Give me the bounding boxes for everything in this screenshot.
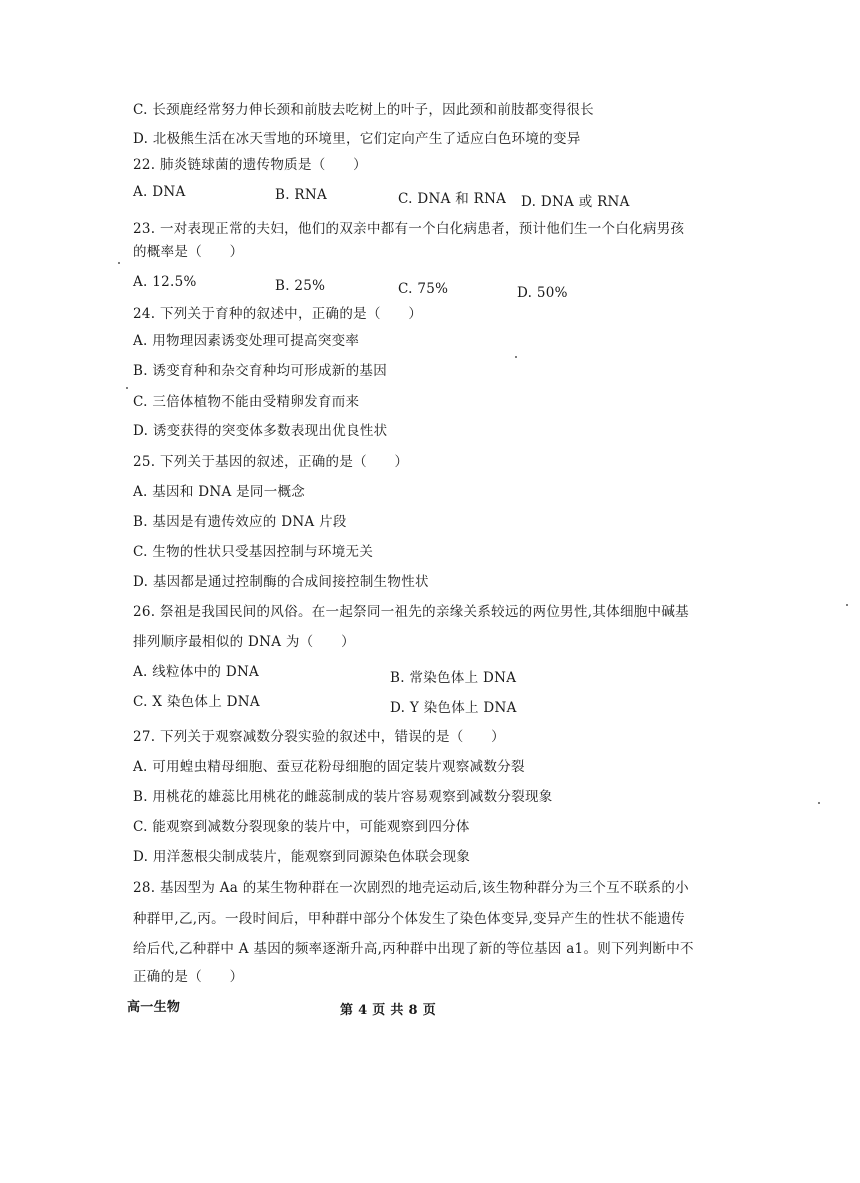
q26-option-d: D. Y 染色体上 DNA [390,700,517,716]
q26-option-a: A. 线粒体中的 DNA [133,664,260,680]
q23-stem-line1: 23. 一对表现正常的夫妇，他们的双亲中都有一个白化病患者，预计他们生一个白化病男孩 [133,221,685,237]
q25-option-c: C. 生物的性状只受基因控制与环境无关 [133,544,374,560]
q22-option-c: C. DNA 和 RNA [398,191,507,207]
q25-option-d: D. 基因都是通过控制酶的合成间接控制生物性状 [133,574,429,590]
q27-option-a: A. 可用蝗虫精母细胞、蚕豆花粉母细胞的固定装片观察减数分裂 [133,759,525,775]
scan-speck [846,604,848,606]
q24-option-d: D. 诱变获得的突变体多数表现出优良性状 [133,423,388,439]
q24-option-a: A. 用物理因素诱变处理可提高突变率 [133,333,360,349]
q28-stem-line1: 28. 基因型为 Aa 的某生物种群在一次剧烈的地壳运动后,该生物种群分为三个互不联系的小 [133,880,689,896]
q24-option-c: C. 三倍体植物不能由受精卵发育而来 [133,394,360,410]
q24-stem: 24. 下列关于育种的叙述中，正确的是（ ） [133,306,423,322]
q26-stem-line1: 26. 祭祖是我国民间的风俗。在一起祭同一祖先的亲缘关系较远的两位男性,其体细胞中碱基 [133,604,689,620]
q22-option-a: A. DNA [133,184,186,200]
q23-stem-line2: 的概率是（ ） [133,244,244,260]
q22-option-d: D. DNA 或 RNA [521,194,630,210]
q25-stem: 25. 下列关于基因的叙述，正确的是（ ） [133,454,409,470]
q23-option-d: D. 50% [517,285,568,301]
q21-option-c: C. 长颈鹿经常努力伸长颈和前肢去吃树上的叶子，因此颈和前肢都变得很长 [133,102,594,118]
q26-option-c: C. X 染色体上 DNA [133,694,260,710]
q27-option-c: C. 能观察到减数分裂现象的装片中，可能观察到四分体 [133,819,470,835]
footer-page-number: 第 4 页 共 8 页 [340,1003,437,1018]
q25-option-b: B. 基因是有遗传效应的 DNA 片段 [133,514,347,530]
q28-stem-line3: 给后代,乙种群中 A 基因的频率逐渐升高,丙种群中出现了新的等位基因 a1。则下列判断中不 [133,941,694,957]
q28-stem-line4: 正确的是（ ） [133,969,244,985]
q27-option-b: B. 用桃花的雄蕊比用桃花的雌蕊制成的装片容易观察到减数分裂现象 [133,789,553,805]
scan-speck [515,356,517,358]
q26-stem-line2: 排列顺序最相似的 DNA 为（ ） [133,634,355,650]
q26-option-b: B. 常染色体上 DNA [390,670,517,686]
q21-option-d: D. 北极熊生活在冰天雪地的环境里，它们定向产生了适应白色环境的变异 [133,131,581,147]
q23-option-b: B. 25% [275,278,326,294]
q23-option-a: A. 12.5% [133,274,197,290]
q24-option-b: B. 诱变育种和杂交育种均可形成新的基因 [133,363,388,379]
q27-option-d: D. 用洋葱根尖制成装片，能观察到同源染色体联会现象 [133,849,471,865]
q23-option-c: C. 75% [398,281,449,297]
scan-speck [818,802,820,804]
footer-subject: 高一生物 [127,1000,181,1015]
q27-stem: 27. 下列关于观察减数分裂实验的叙述中，错误的是（ ） [133,729,505,745]
q22-stem: 22. 肺炎链球菌的遗传物质是（ ） [133,157,367,173]
q28-stem-line2: 种群甲,乙,丙。一段时间后，甲种群中部分个体发生了染色体变异,变异产生的性状不能遗传 [133,911,685,927]
q25-option-a: A. 基因和 DNA 是同一概念 [133,484,306,500]
scan-speck [118,262,120,264]
scan-speck [126,387,128,389]
q22-option-b: B. RNA [275,187,328,203]
